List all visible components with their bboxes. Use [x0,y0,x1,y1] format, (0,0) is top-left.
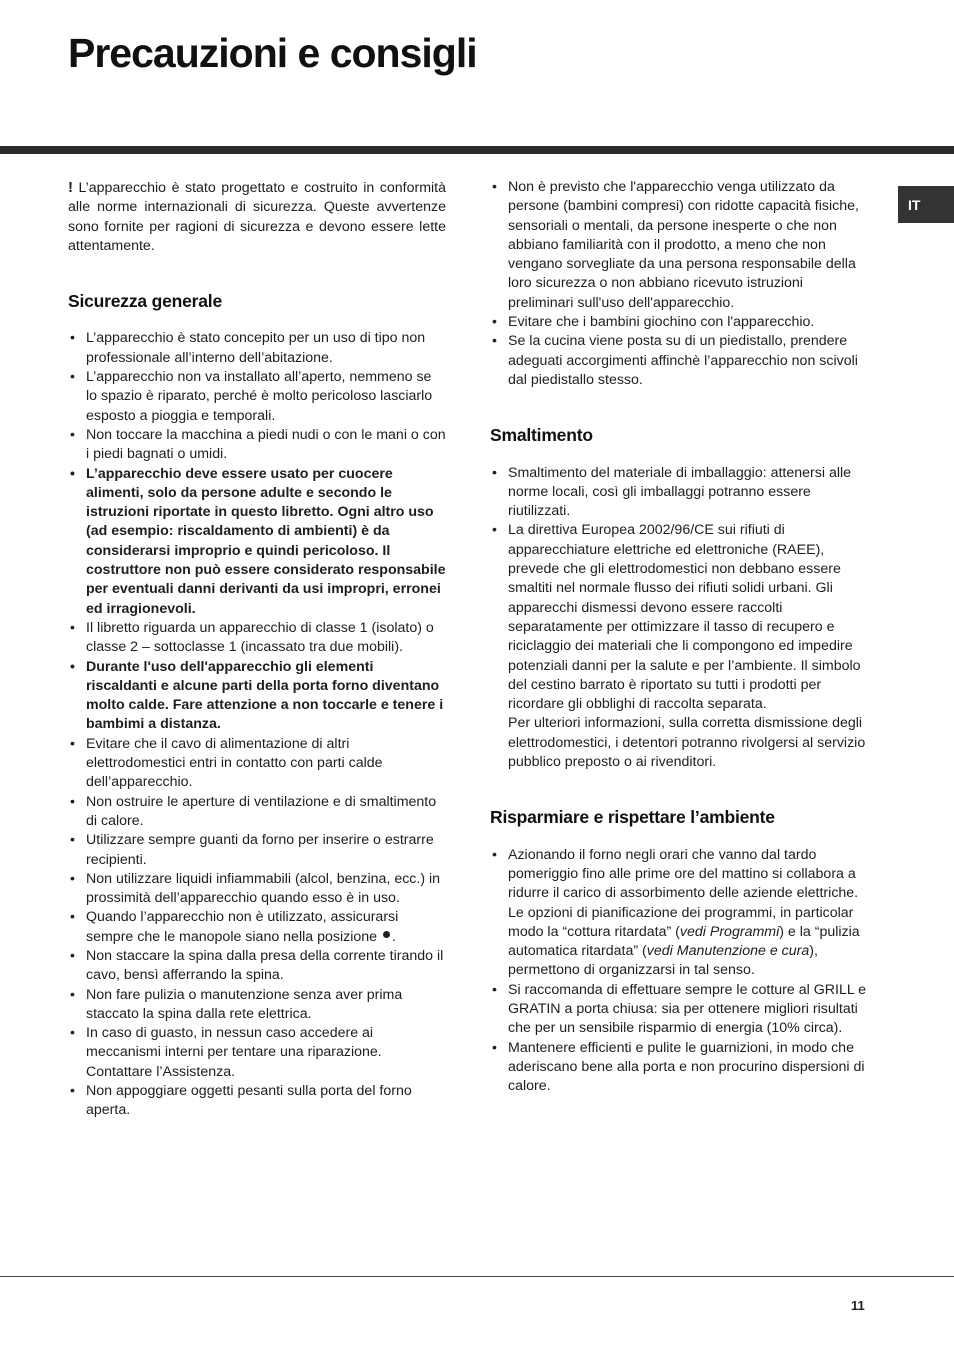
list-item: • In caso di guasto, in nessun caso accedere ai meccanismi interni per tentare una riparazione. Contattare l’Assistenza. [68,1024,446,1082]
list-item: • Non utilizzare liquidi infiammabili (alcol, benzina, ecc.) in prossimità dell’apparecchio quando esso è in uso. [68,870,446,909]
list-item: • Non appoggiare oggetti pesanti sulla porta del forno aperta. [68,1082,446,1121]
footer-divider [0,1276,954,1277]
list-item-text: ), permettono di organizzarsi in tal senso. [508,943,818,979]
smaltimento-list [490,464,868,773]
heading-risparmiare: Risparmiare e rispettare l’ambiente [490,807,775,828]
sicurezza-list [68,329,446,1120]
list-item: • Non staccare la spina dalla presa della corrente tirando il cavo, bensì afferrando la spina. [68,947,446,986]
list-item: • Se la cucina viene posta su di un piedistallo, prendere adeguati accorgimenti affinchè l’apparecchio non scivoli dal piedistallo stesso. [490,332,868,390]
off-position-icon [383,931,390,938]
list-item: • Non toccare la macchina a piedi nudi o con le mani o con i piedi bagnati o umidi. [68,426,446,465]
list-item: • Mantenere efficienti e pulite le guarnizioni, in modo che aderiscano bene alla porta e non procurino dispersioni di calore. [490,1039,868,1097]
right-column [490,178,868,1096]
list-item: • Non fare pulizia o manutenzione senza aver prima staccato la spina dalla rete elettrica. [68,986,446,1025]
left-column [68,178,446,1121]
intro-paragraph [68,178,446,256]
list-item: • Non è previsto che l'apparecchio venga utilizzato da persone (bambini compresi) con ridotte capacità fisiche, sensoriali o mentali, da persone inesperte o che non abbiano familiarità con il prodotto, a meno che non vengano sorvegliate da una persona responsabile della loro sicurezza o non abbiano ricevuto istruzioni preliminari sull'uso dell'apparecchio. [490,178,868,313]
risparmiare-list [490,846,868,1097]
right-top-list [490,178,868,390]
intro-text: L’apparecchio è stato progettato e costruito in conformità alle norme internazionali di sicurezza. Queste avvertenze sono fornite per ragioni di sicurezza e devono essere lette attentamente. [68,180,446,254]
list-item: • Quando l’apparecchio non è utilizzato, assicurarsi sempre che le manopole siano nella posizione . [68,908,446,947]
reference-programmi: vedi Programmi [679,923,780,940]
list-item: • Non ostruire le aperture di ventilazione e di smaltimento di calore. [68,793,446,832]
list-item: • Si raccomanda di effettuare sempre le cotture al GRILL e GRATIN a porta chiusa: sia per ottenere migliori risultati che per un sensibile risparmio di energia (10% circa). [490,981,868,1039]
list-item-text: Quando l’apparecchio non è utilizzato, assicurarsi sempre che le manopole siano nella posizione [86,909,399,945]
list-item: • Evitare che il cavo di alimentazione di altri elettrodomestici entri in contatto con parti calde dell’apparecchio. [68,735,446,793]
list-item-text: La direttiva Europea 2002/96/CE sui rifiuti di apparecchiature elettriche ed elettroniche (RAEE), prevede che gli elettrodomestici non debbano essere smaltiti nel normale flusso dei rifiuti solidi urbani. Gli apparecchi dismessi devono essere raccolti separatamente per ottimizzare il tasso di recupero e riciclaggio dei materiali che li compongono ed impedire potenziali danni per la salute e per l’ambiente. Il simbolo del cestino barrato è riportato su tutti i prodotti per ricordare gli obblighi di raccolta separata. [508,522,861,713]
list-item-text: ) e la “pulizia automatica ritardata” ( [508,923,860,960]
page-number: 11 [851,1298,865,1313]
list-item [490,521,868,772]
page-title: Precauzioni e consigli [68,30,477,76]
list-item: • Utilizzare sempre guanti da forno per inserire o estrarre recipienti. [68,831,446,870]
language-tab: IT [898,186,954,223]
warning-marker: ! [68,179,73,196]
list-item-text: Azionando il forno negli orari che vanno dal tardo pomeriggio fino alle prime ore del mattino si collabora a ridurre il carico di assorbimento delle aziende elettriche. Le opzioni di pianificazione dei programmi, in particolar modo la “cottura ritardata” ( [508,846,859,940]
heading-sicurezza-generale: Sicurezza generale [68,291,222,312]
list-item: • Smaltimento del materiale di imballaggio: attenersi alle norme locali, così gli imballaggi potranno essere riutilizzati. [490,464,868,522]
list-item: • Il libretto riguarda un apparecchio di classe 1 (isolato) o classe 2 – sottoclasse 1 (incassato tra due mobili). [68,619,446,658]
list-item: • Evitare che i bambini giochino con l'apparecchio. [490,313,868,332]
reference-manutenzione: vedi Manutenzione e cura [646,943,810,960]
list-item: • Durante l'uso dell'apparecchio gli elementi riscaldanti e alcune parti della porta forno diventano molto calde. Fare attenzione a non toccarle e tenere i bambimi a distanza. [68,658,446,735]
heading-smaltimento: Smaltimento [490,425,593,446]
list-item: • L’apparecchio non va installato all’aperto, nemmeno se lo spazio è riparato, perché è molto pericoloso lasciarlo esposto a pioggia e temporali. [68,368,446,426]
header-divider [0,146,954,154]
list-item-extra: Per ulteriori informazioni, sulla corretta dismissione degli elettrodomestici, i detentori potranno rivolgersi al servizio pubblico preposto o ai rivenditori. [508,715,866,771]
list-item [490,846,868,981]
list-item: • L’apparecchio deve essere usato per cuocere alimenti, solo da persone adulte e secondo le istruzioni riportate in questo libretto. Ogni altro uso (ad esempio: riscaldamento di ambienti) è da considerarsi improprio e quindi pericoloso. Il costruttore non può essere considerato responsabile per eventuali danni derivanti da usi impropri, erronei ed irragionevoli. [68,465,446,619]
list-item: • L’apparecchio è stato concepito per un uso di tipo non professionale all’interno dell’abitazione. [68,329,446,368]
